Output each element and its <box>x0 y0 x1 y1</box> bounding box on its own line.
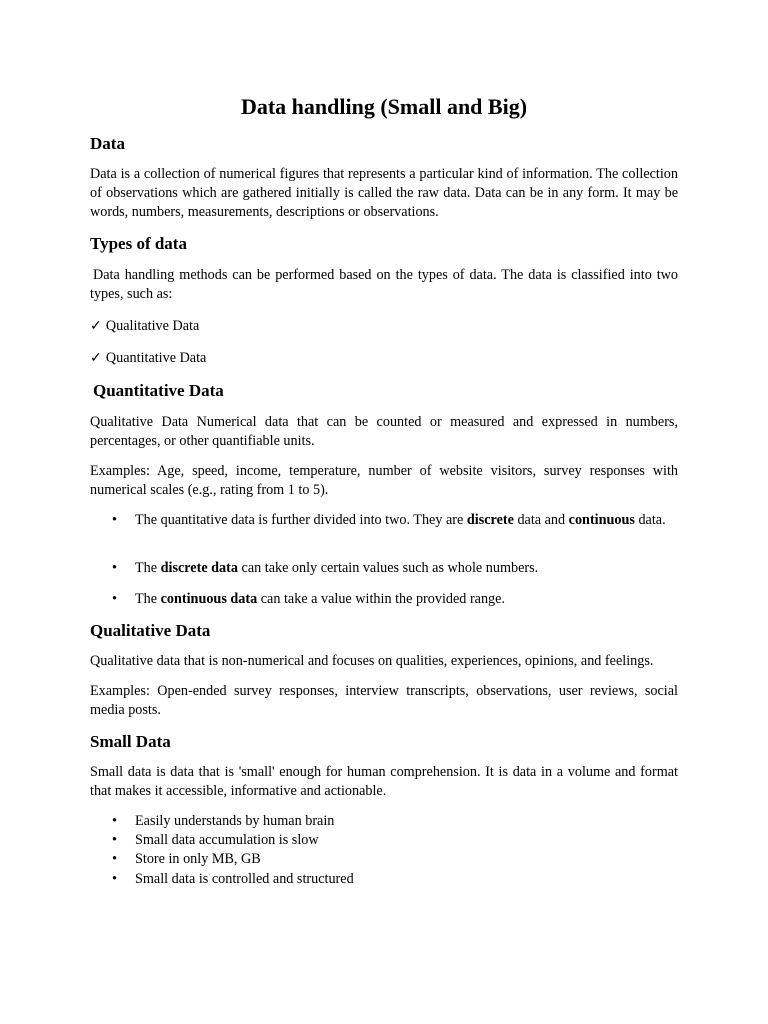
paragraph-quantitative-examples: Examples: Age, speed, income, temperature, number of website visitors, survey responses with numerical scales (e.g., rating from 1 to 5). <box>90 463 678 499</box>
check-item-quantitative <box>90 349 206 368</box>
document-title: Data handling (Small and Big) <box>240 94 528 119</box>
check-item-label: Quantitative Data <box>105 350 207 366</box>
checkmark-icon: ✓ <box>90 350 102 366</box>
check-item-label: Qualitative Data <box>105 318 200 334</box>
bullet-icon: • <box>112 591 117 607</box>
heading-quantitative-data: Quantitative Data <box>93 381 224 400</box>
bullet-icon: • <box>112 832 117 848</box>
paragraph-qualitative: Qualitative data that is non-numerical and focuses on qualities, experiences, opinions, and feelings. <box>90 653 654 669</box>
list-item-text: Easily understands by human brain <box>135 813 335 829</box>
bullet-icon: • <box>112 851 117 867</box>
paragraph-data: Data is a collection of numerical figures that represents a particular kind of information. The collection of observations which are gathered initially is called the raw data. Data can be in any form. It may be words, numbers, measurements, descriptions or observations. <box>90 166 678 221</box>
list-item-text: The discrete data can take only certain values such as whole numbers. <box>135 560 539 576</box>
bullet-icon: • <box>112 560 117 576</box>
checkmark-icon: ✓ <box>90 318 102 334</box>
heading-small-data: Small Data <box>90 732 171 751</box>
paragraph-types: Data handling methods can be performed based on the types of data. The data is classified into two types, such as: <box>90 267 678 303</box>
bullet-icon: • <box>112 813 117 829</box>
list-item-text: The quantitative data is further divided into two. They are discrete data and continuous data. <box>135 512 666 528</box>
list-item-text: Small data accumulation is slow <box>135 832 319 848</box>
paragraph-small-data: Small data is data that is 'small' enough for human comprehension. It is data in a volume and format that makes it accessible, informative and actionable. <box>90 764 678 800</box>
check-item-qualitative <box>90 317 199 336</box>
bullet-icon: • <box>112 871 117 887</box>
paragraph-qualitative-examples: Examples: Open-ended survey responses, interview transcripts, observations, user reviews, social media posts. <box>90 683 678 719</box>
list-item-text: Small data is controlled and structured <box>135 871 354 887</box>
paragraph-quantitative: Qualitative Data Numerical data that can be counted or measured and expressed in numbers, percentages, or other quantifiable units. <box>90 414 678 450</box>
list-item-text: The continuous data can take a value within the provided range. <box>135 591 505 607</box>
heading-data: Data <box>90 134 125 153</box>
bullet-icon: • <box>112 512 117 528</box>
heading-types-of-data: Types of data <box>90 234 187 253</box>
heading-qualitative-data: Qualitative Data <box>90 621 211 640</box>
list-item-text: Store in only MB, GB <box>135 851 261 867</box>
